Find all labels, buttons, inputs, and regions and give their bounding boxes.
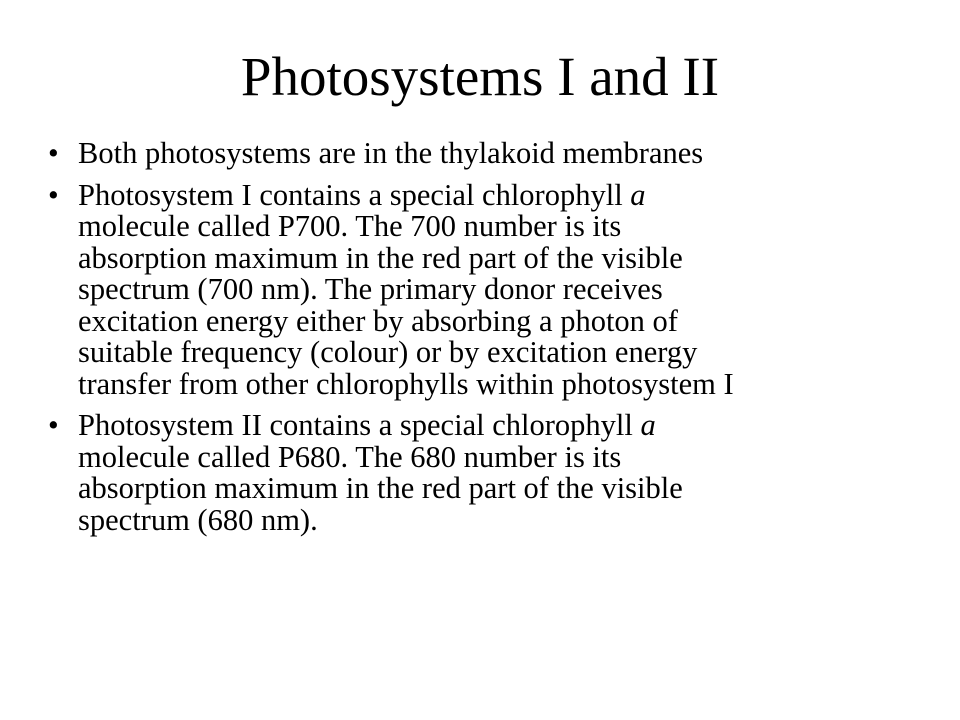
bullet-text-italic: a [630, 177, 646, 212]
bullet-dot-icon: • [48, 177, 59, 212]
bullet-line [78, 410, 908, 442]
bullet-line [78, 303, 908, 338]
bullet-line [78, 177, 908, 212]
bullet-list [48, 138, 908, 546]
bullet-item [48, 138, 908, 170]
bullet-line [78, 240, 908, 275]
bullet-dot-icon: • [48, 136, 59, 170]
bullet-item [48, 177, 908, 401]
bullet-line [78, 337, 908, 369]
bullet-item [48, 410, 908, 536]
bullet-text: transfer from other chlorophylls within photosystem I [78, 366, 734, 401]
bullet-text: Both photosystems are in the thylakoid membranes [78, 136, 704, 170]
bullet-line [78, 138, 908, 170]
bullet-text: suitable frequency (colour) or by excitation energy [78, 335, 698, 369]
bullet-text: excitation energy either by absorbing a photon of [78, 303, 678, 338]
bullet-text: molecule called P680. The 680 number is its [78, 439, 622, 474]
bullet-text: absorption maximum in the red part of the visible [78, 471, 683, 505]
slide-title: Photosystems I and II [240, 46, 720, 107]
bullet-dot-icon: • [48, 408, 59, 442]
bullet-text: spectrum (700 nm). The primary donor receives [78, 272, 663, 306]
bullet-line [78, 366, 908, 401]
bullet-line [78, 473, 908, 505]
bullet-text: molecule called P700. The 700 number is its [78, 209, 622, 243]
bullet-text: spectrum (680 nm). [78, 502, 318, 537]
bullet-line [78, 502, 908, 537]
bullet-text: Photosystem I contains a special chlorophyll [78, 177, 631, 212]
bullet-line [78, 439, 908, 474]
bullet-text: absorption maximum in the red part of the visible [78, 240, 683, 275]
bullet-text-italic: a [640, 408, 656, 442]
bullet-text: Photosystem II contains a special chlorophyll [78, 408, 641, 442]
bullet-line [78, 211, 908, 243]
bullet-line [78, 274, 908, 306]
